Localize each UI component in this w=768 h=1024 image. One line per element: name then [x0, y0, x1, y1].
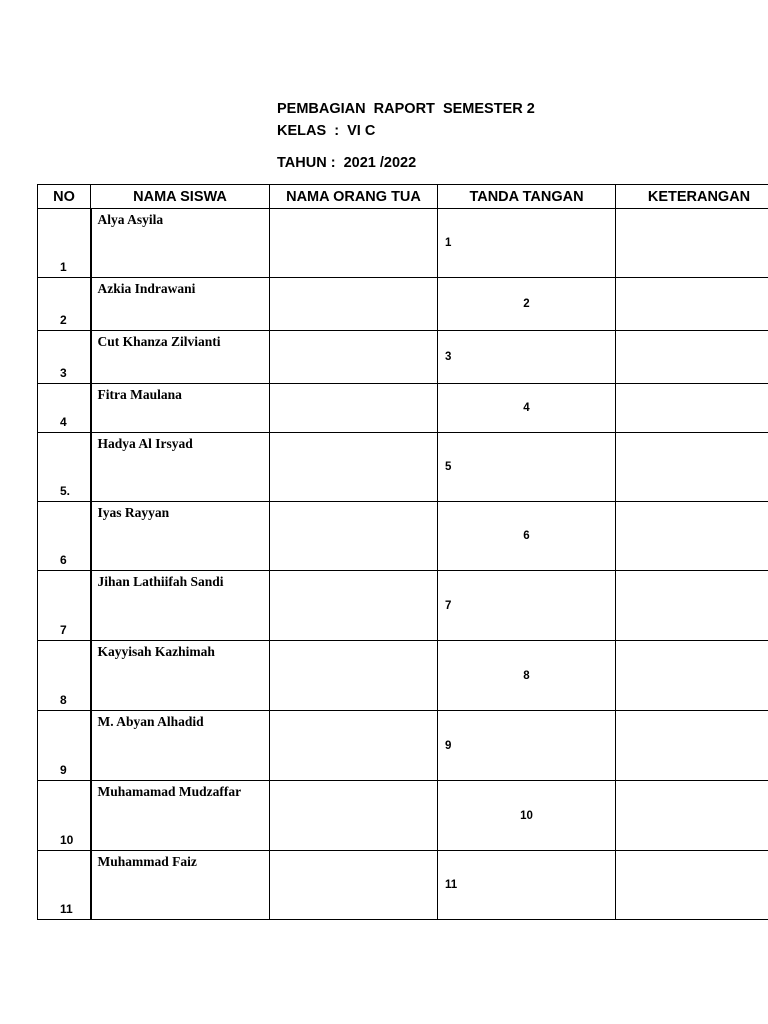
student-name-cell [91, 711, 270, 781]
notes-cell [616, 571, 768, 641]
student-name-cell [91, 331, 270, 384]
class-label: KELAS : VI C [277, 123, 376, 139]
parent-name-cell [270, 641, 438, 711]
student-name: Alya Asyila [97, 212, 164, 227]
table-row [38, 331, 768, 384]
row-number-cell [38, 331, 91, 384]
parent-name-cell [270, 331, 438, 384]
row-number: 9 [60, 763, 67, 777]
signature-number: 5 [445, 461, 452, 473]
student-name-cell [91, 433, 270, 502]
signature-cell [438, 641, 616, 711]
row-number: 2 [60, 313, 67, 327]
row-number: 7 [60, 623, 67, 637]
signature-cell [438, 571, 616, 641]
row-number-cell [38, 209, 91, 278]
student-name: Azkia Indrawani [97, 281, 196, 296]
notes-cell [616, 641, 768, 711]
student-name-cell [91, 641, 270, 711]
signature-number: 9 [445, 739, 452, 752]
row-number: 3 [60, 366, 67, 380]
signature-number: 3 [445, 351, 452, 363]
parent-name-cell [270, 502, 438, 571]
column-header-parent-name: NAMA ORANG TUA [270, 185, 438, 209]
table-row [38, 571, 768, 641]
table-row [38, 851, 768, 920]
parent-name-cell [270, 851, 438, 920]
table-row [38, 781, 768, 851]
table-row [38, 641, 768, 711]
student-name: Cut Khanza Zilvianti [97, 334, 221, 349]
signature-cell [438, 331, 616, 384]
student-name-cell [91, 851, 270, 920]
column-header-student-name: NAMA SISWA [91, 185, 270, 209]
parent-name-cell [270, 711, 438, 781]
notes-cell [616, 331, 768, 384]
table-row [38, 433, 768, 502]
row-number-cell [38, 502, 91, 571]
document-title: PEMBAGIAN RAPORT SEMESTER 2 [277, 101, 535, 117]
parent-name-cell [270, 781, 438, 851]
notes-cell [616, 502, 768, 571]
student-name: Muhammad Faiz [97, 854, 197, 869]
notes-cell [616, 384, 768, 433]
student-name-cell [91, 209, 270, 278]
table-row [38, 711, 768, 781]
signature-cell [438, 433, 616, 502]
student-name: Muhamamad Mudzaffar [97, 784, 242, 799]
student-name: Fitra Maulana [97, 387, 182, 402]
table-row [38, 384, 768, 433]
row-number-cell [38, 711, 91, 781]
signature-number: 7 [445, 599, 452, 612]
row-number: 10 [60, 833, 74, 847]
student-name-cell [91, 781, 270, 851]
column-header-signature: TANDA TANGAN [438, 185, 616, 209]
notes-cell [616, 278, 768, 331]
year-label: TAHUN : 2021 /2022 [277, 155, 417, 171]
signature-number: 8 [523, 669, 530, 682]
table-body [38, 209, 768, 920]
parent-name-cell [270, 384, 438, 433]
table-row [38, 278, 768, 331]
row-number: 8 [60, 693, 67, 707]
parent-name-cell [270, 209, 438, 278]
row-number-cell [38, 384, 91, 433]
notes-cell [616, 433, 768, 502]
row-number-cell [38, 571, 91, 641]
notes-cell [616, 209, 768, 278]
signature-cell [438, 209, 616, 278]
parent-name-cell [270, 571, 438, 641]
student-name: Iyas Rayyan [97, 505, 170, 520]
signature-number: 1 [445, 237, 452, 249]
signature-number: 2 [523, 298, 530, 310]
row-number-cell [38, 433, 91, 502]
row-number-cell [38, 278, 91, 331]
signature-cell [438, 278, 616, 331]
signature-number: 10 [520, 809, 533, 822]
table-row [38, 502, 768, 571]
row-number: 6 [60, 553, 67, 567]
table-header-row [38, 185, 768, 209]
report-distribution-table [37, 184, 768, 920]
signature-number: 11 [445, 879, 458, 891]
signature-cell [438, 384, 616, 433]
row-number: 5. [60, 484, 71, 498]
student-name: M. Abyan Alhadid [97, 714, 204, 729]
student-name: Kayyisah Kazhimah [97, 644, 215, 659]
signature-cell [438, 711, 616, 781]
signature-cell [438, 781, 616, 851]
notes-cell [616, 711, 768, 781]
notes-cell [616, 851, 768, 920]
document-header [277, 98, 535, 174]
column-header-no: NO [38, 185, 91, 209]
column-header-notes: KETERANGAN [616, 185, 768, 209]
table-row [38, 209, 768, 278]
student-name-cell [91, 384, 270, 433]
signature-cell [438, 502, 616, 571]
row-number: 11 [60, 902, 73, 916]
signature-cell [438, 851, 616, 920]
row-number-cell [38, 781, 91, 851]
signature-number: 6 [523, 530, 530, 542]
notes-cell [616, 781, 768, 851]
student-name: Hadya Al Irsyad [97, 436, 193, 451]
student-name-cell [91, 571, 270, 641]
row-number: 4 [60, 415, 67, 429]
student-name-cell [91, 502, 270, 571]
row-number: 1 [60, 260, 67, 274]
row-number-cell [38, 641, 91, 711]
student-name: Jihan Lathiifah Sandi [97, 574, 224, 589]
parent-name-cell [270, 433, 438, 502]
student-name-cell [91, 278, 270, 331]
row-number-cell [38, 851, 91, 920]
parent-name-cell [270, 278, 438, 331]
signature-number: 4 [523, 402, 530, 414]
